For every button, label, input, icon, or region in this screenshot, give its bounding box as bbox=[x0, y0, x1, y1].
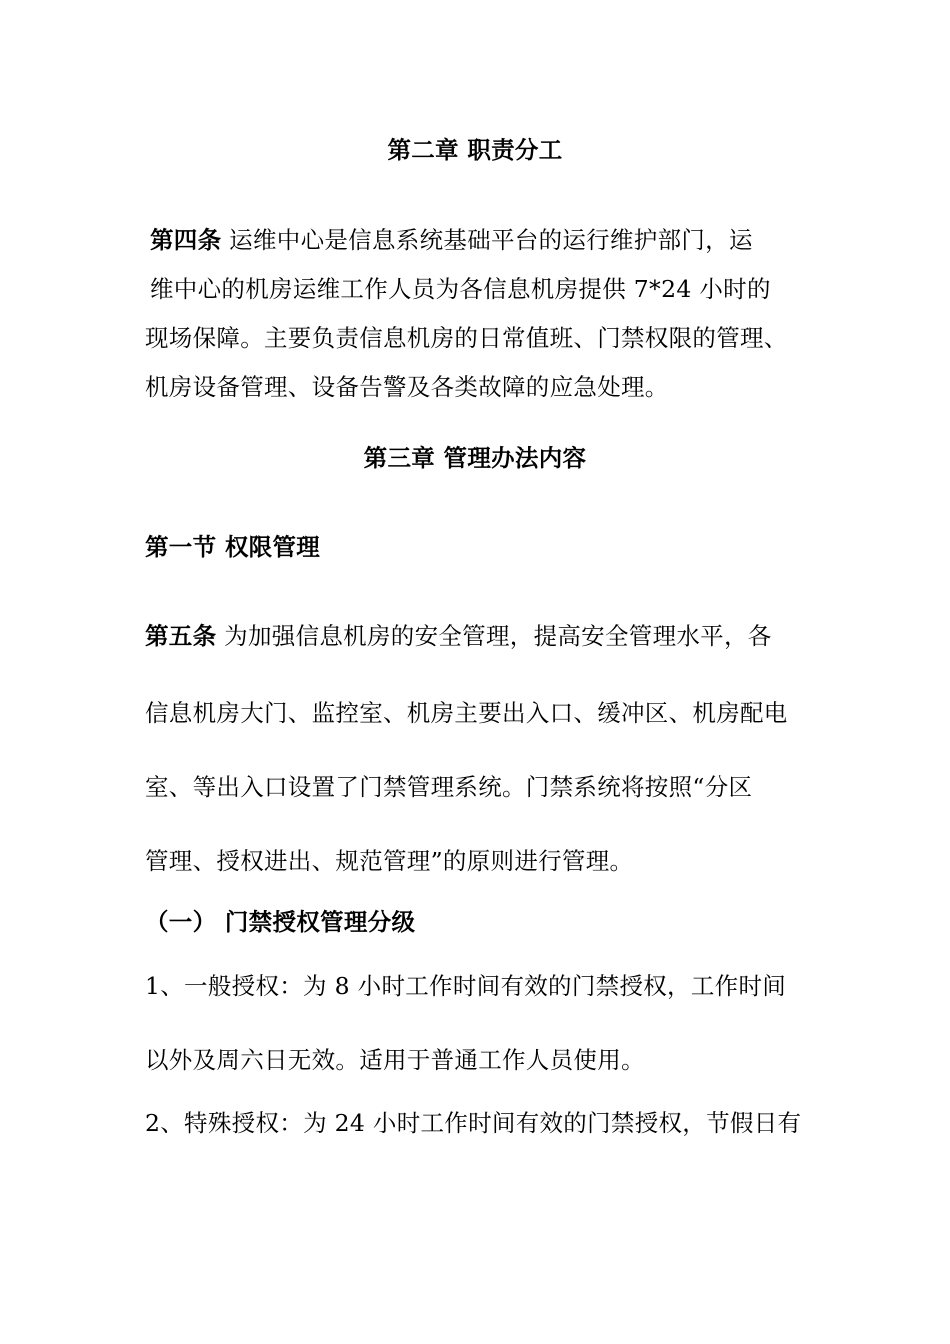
item-2-text-1: 为 24 小时工作时间有效的门禁授权，节假日有 bbox=[303, 1109, 802, 1137]
article-5-label: 第五条 bbox=[145, 622, 217, 650]
article-5-line-3: 室、等出入口设置了门禁管理系统。门禁系统将按照“分区 bbox=[145, 773, 753, 801]
article-4-line-1 bbox=[150, 225, 753, 255]
item-2-label: 2、特殊授权： bbox=[145, 1109, 304, 1137]
item-2-line-1 bbox=[145, 1108, 801, 1138]
item-1-line-1: 1、一般授权：为 8 小时工作时间有效的门禁授权，工作时间 bbox=[145, 972, 787, 1000]
article-5-text-1: 为加强信息机房的安全管理，提高安全管理水平，各 bbox=[216, 622, 772, 650]
article-4-label: 第四条 bbox=[150, 226, 222, 254]
chapter-2-title: 第二章 职责分工 bbox=[387, 136, 563, 164]
article-5-line-2: 信息机房大门、监控室、机房主要出入口、缓冲区、机房配电 bbox=[145, 699, 788, 727]
article-4-line-4: 机房设备管理、设备告警及各类故障的应急处理。 bbox=[145, 373, 669, 401]
subsection-1-title: （一） 门禁授权管理分级 bbox=[145, 908, 416, 936]
article-4-line-3: 现场保障。主要负责信息机房的日常值班、门禁权限的管理、 bbox=[145, 324, 788, 352]
chapter-3-title: 第三章 管理办法内容 bbox=[363, 444, 587, 472]
item-1-line-2: 以外及周六日无效。适用于普通工作人员使用。 bbox=[145, 1046, 645, 1074]
article-5-line-1 bbox=[145, 621, 772, 651]
section-1-title: 第一节 权限管理 bbox=[145, 533, 321, 561]
article-4-line-2: 维中心的机房运维工作人员为各信息机房提供 7*24 小时的 bbox=[150, 275, 771, 303]
article-4-text-1: 运维中心是信息系统基础平台的运行维护部门，运 bbox=[221, 226, 753, 254]
article-5-line-4: 管理、授权进出、规范管理”的原则进行管理。 bbox=[145, 847, 634, 875]
